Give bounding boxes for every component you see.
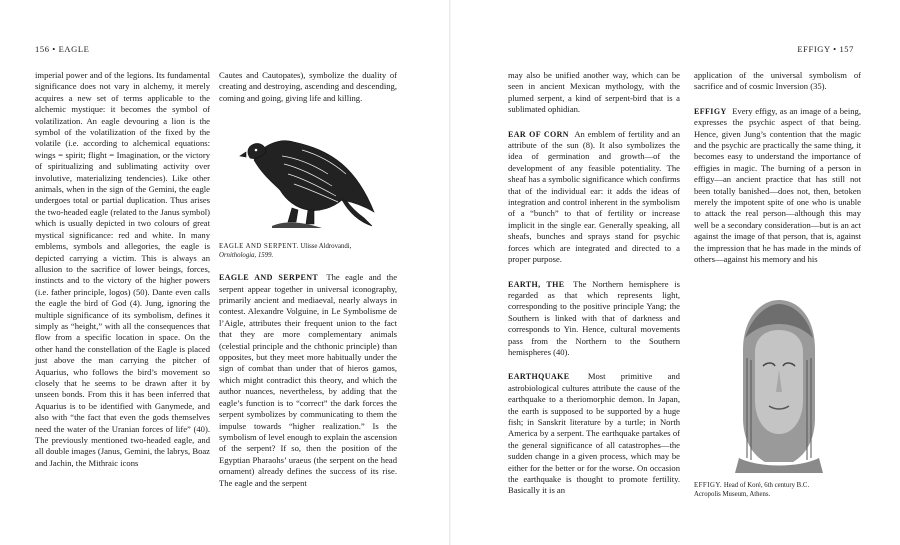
entry-earth (508, 279, 680, 359)
eagle-figure-caption (219, 242, 397, 260)
entry-effigy (694, 106, 861, 266)
entry-text: The Northern hemisphere is regarded as that which represents light, corresponding to the positive principle Yang; the Southern is linked with that of darkness and corresponds to Yin. Hence, cultural movements pass from the Northern to the Southern hemispheres (40). (508, 278, 680, 357)
entry-ear-of-corn (508, 129, 680, 266)
kore-statue-head-icon (699, 288, 857, 473)
effigy-figure-caption (694, 481, 861, 499)
entry-text: Every effigy, as an image of a being, expresses the psychic aspect of that being. Hence, given Jung’s contention that the magic and the psychic are practically the same thing, it becomes easy to understand the importance of effigies in magic. The burning of a person in effigy—an ancient practice that has still not been totally banished—does not, then, betoken merely the impotent spite of one who is unable to attack the real person—although this may well be a secondary consideration—but is an act against the image of that person, that is, against the impression that he has made in the minds of others—against his memory and his (694, 105, 861, 265)
right-page-column-2 (694, 70, 861, 498)
left-page-column-2 (219, 70, 397, 500)
right-page-column-1 (508, 70, 680, 496)
entry-text: The eagle and the serpent appear together in universal iconography, primarily ancient and mediaeval, nearly always in contest. Alexandre Volguine, in Le Symbolisme de l’Aigle, attributes their frequent union to the fact that they are more complementary animals (celestial principle and the chthonic principle) than opposites, but they meet more habitually under the sign of combat than under that of hieros gamos, which might contradict this theory, and which the author nuances, nevertheless, by adding that the eagle’s function is to “correct” the dark forces the serpent symbolizes by communicating to them the impulse towards “higher realization.” Is the symbolism of level enough to explain the ascension of the serpent? If so, then the position of the Egyptian Pharaohs’ uraeus (the serpent on the head ornament) already defines the success of its rise. The eagle and the serpent (219, 272, 398, 488)
caption-source: Acropolis Museum, Athens. (694, 490, 771, 498)
entry-text: An emblem of fertility and an attribute of the sun (8). It also symbolizes the idea of germination and growth—of the development of any feasible potentiality. The sheaf has a symbolic significance which confirms that of the individual ear: it adds the ideas of integration and control inherent in the symbolism of a “bunch” to that of fertility or increase implicit in the single ear. Generally speaking, all sheafs, bunches and sprays stand for psychic forces which are integrated and directed to a proper purpose. (508, 128, 680, 265)
eagle-serpent-continuation: may also be unified another way, which can be seen in ancient Mexican mythology, with the plumed serpent, a kind of serpent-bird that is a sublimated ophidian. (508, 70, 680, 115)
entry-text: Most primitive and astrobiological cultures attribute the cause of the earthquake to a theriomorphic demon. In Japan, the earth is supposed to be supported by a huge fish; in Sanskrit literature by a turtle; in North America by a serpent. The earthquake partakes of the general significance of all catastrophes—the sudden change in a given process, which may be either for the better or for the worse. On occasion the earthquake is thought to promote fertility. Basically it is an (508, 371, 680, 496)
left-page-column-1 (35, 70, 210, 500)
book-gutter (449, 0, 451, 545)
entry-heading: EAGLE AND SERPENT (219, 273, 319, 283)
caption-text: Ulisse Aldrovandi, (300, 243, 352, 251)
left-running-header: 156 • EAGLE (35, 44, 90, 54)
entry-heading: EAR OF CORN (508, 129, 569, 139)
eagle-entry-ending: Cautes and Cautopates), symbolize the duality of creating and destroying, ascending and descending, coming and going, giving life and killing. (219, 70, 397, 103)
entry-heading: EARTHQUAKE (508, 372, 570, 382)
caption-lead: EFFIGY. (694, 481, 723, 489)
caption-text: Head of Koré, 6th century B.C. (723, 481, 810, 489)
eagle-entry-continuation: imperial power and of the legions. Its fundamental significance does not vary in alchemy, it merely acquires a new set of terms applicable to the alchemic mystique: it becomes the symbol of volatilization. An eagle devouring a lion is the symbol of the volatilization of the fixed by the volatile (i.e. according to alchemical equations: wings = spirit; flight = Imagination, or the victory of spiritualizing and sublimating activity over involutive, materializing tendencies). Like other animals, when in the sign of the Gemini, the eagle undergoes total or partial duplication. Thus arises the two-headed eagle (related to the Janus symbol) which is usually depicted in two colours of great mystical significance: red and white. In many emblems, symbols and allegories, the eagle is depicted carrying a victim. This is always an allusion to the sacrifice of lower beings, forces, instincts and to the victory of the higher powers (i.e. father principle, logos) (50). Dante even calls the eagle the bird of God (4). Jung, ignoring the multiple significance of its symbolism, defines it simply as “height,” with all the consequences that flow from a specific location in space. On the other hand the constellation of the Eagle is placed just above the man carrying the pitcher of Aquarius, who follows the bird’s movement so closely that he seems to be drawn after it by unseen bonds. From this it has been inferred that Aquarius is to be identified with Ganymede, and also with “the fact that even the gods themselves need the water of the Uranian forces of life” (40). The previously mentioned two-headed eagle, and all double images (Janus, Gemini, the labrys, Boaz and Jachin, the Mithraic icons (35, 70, 210, 468)
caption-source: Ornithologia, 1599. (219, 252, 274, 260)
earthquake-entry-ending: application of the universal symbolism of sacrifice and of cosmic Inversion (35). (694, 70, 861, 92)
caption-lead: EAGLE AND SERPENT. (219, 243, 299, 251)
entry-heading: EFFIGY (694, 106, 727, 116)
entry-earthquake (508, 371, 680, 496)
entry-eagle-and-serpent (219, 272, 397, 489)
eagle-engraving-icon (232, 122, 384, 234)
entry-heading: EARTH, THE (508, 279, 565, 289)
right-running-header: EFFIGY • 157 (797, 44, 854, 54)
